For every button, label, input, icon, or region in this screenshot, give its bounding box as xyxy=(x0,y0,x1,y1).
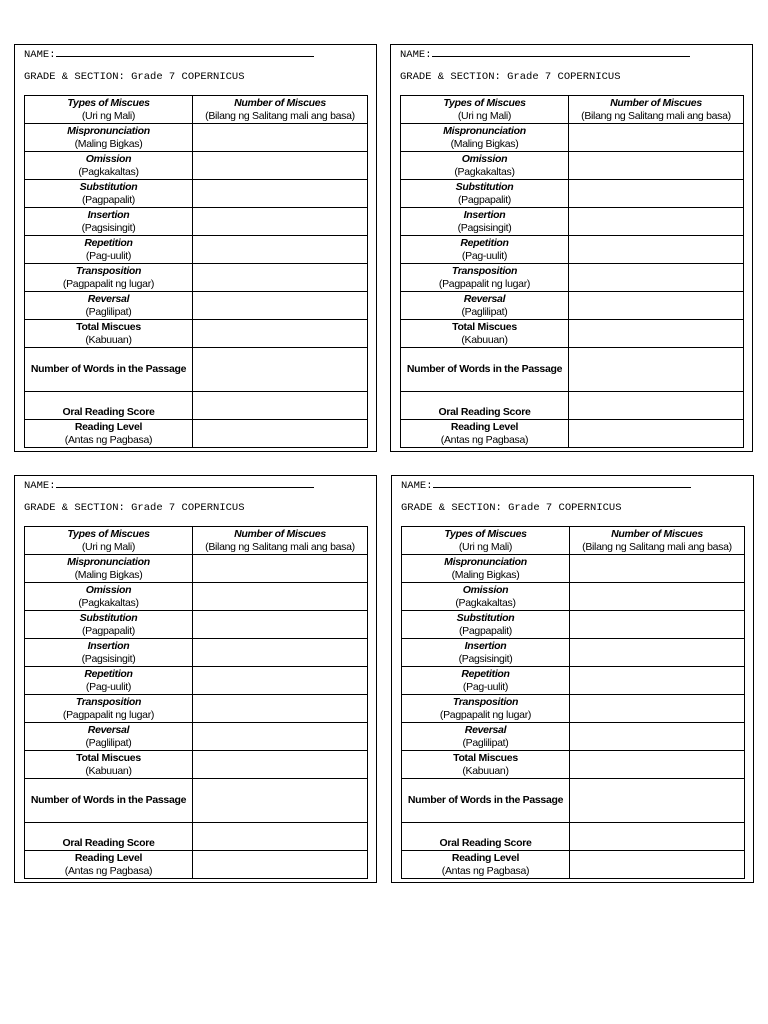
miscue-count-cell[interactable] xyxy=(569,236,744,264)
reading-level-sublabel: (Antas ng Pagbasa) xyxy=(64,433,153,446)
miscue-type-sublabel: (Paglilipat) xyxy=(461,305,508,318)
table-header-row xyxy=(401,96,744,124)
miscue-type-cell xyxy=(402,583,570,611)
miscue-type-sublabel: (Pagsisingit) xyxy=(81,652,136,665)
miscue-type-label: Insertion xyxy=(87,639,130,652)
header-type-cell xyxy=(25,527,193,555)
miscue-type-label: Insertion xyxy=(463,208,506,221)
miscue-type-cell xyxy=(25,264,193,292)
reading-level-label-cell xyxy=(402,851,570,879)
miscue-table xyxy=(24,95,368,448)
grade-section-line: GRADE & SECTION: Grade 7 COPERNICUS xyxy=(401,502,622,514)
miscue-type-cell xyxy=(25,639,193,667)
words-row xyxy=(25,348,368,392)
miscue-type-label: Transposition xyxy=(75,695,142,708)
miscue-type-sublabel: (Maling Bigkas) xyxy=(74,137,143,150)
miscue-count-cell[interactable] xyxy=(570,611,745,639)
miscue-count-cell[interactable] xyxy=(193,695,368,723)
miscue-count-cell[interactable] xyxy=(570,667,745,695)
miscue-type-label: Mispronunciation xyxy=(67,124,150,137)
header-count-cell xyxy=(193,96,368,124)
words-value-cell[interactable] xyxy=(193,348,368,392)
miscue-table xyxy=(401,526,745,879)
words-label: Number of Words in the Passage xyxy=(407,794,564,806)
table-header-row xyxy=(25,96,368,124)
name-label: NAME: xyxy=(400,49,432,61)
miscue-type-cell xyxy=(401,180,569,208)
reading-level-label-cell xyxy=(25,851,193,879)
miscue-type-sublabel: (Pagsisingit) xyxy=(458,652,513,665)
oral-score-label-cell xyxy=(402,823,570,851)
miscue-type-sublabel: (Paglilipat) xyxy=(85,305,132,318)
miscue-count-cell[interactable] xyxy=(193,611,368,639)
miscue-type-cell xyxy=(25,583,193,611)
miscue-type-sublabel: (Pag-uulit) xyxy=(85,680,132,693)
miscue-type-sublabel: (Paglilipat) xyxy=(85,736,132,749)
miscue-card xyxy=(14,44,377,452)
miscue-type-label: Omission xyxy=(461,152,508,165)
miscue-type-label: Reversal xyxy=(87,723,130,736)
miscue-count-cell[interactable] xyxy=(569,152,744,180)
miscue-count-cell[interactable] xyxy=(193,208,368,236)
miscue-type-label: Insertion xyxy=(87,208,130,221)
reading-level-label-cell xyxy=(401,420,569,448)
words-label-cell xyxy=(401,348,569,392)
miscue-row xyxy=(402,583,745,611)
miscue-count-cell[interactable] xyxy=(570,583,745,611)
miscue-type-label: Omission xyxy=(85,583,132,596)
miscue-count-cell[interactable] xyxy=(569,208,744,236)
miscue-type-sublabel: (Pagpapalit) xyxy=(458,624,513,637)
miscue-count-cell[interactable] xyxy=(193,152,368,180)
miscue-type-cell xyxy=(401,208,569,236)
miscue-type-cell xyxy=(402,667,570,695)
miscue-row xyxy=(25,124,368,152)
header-type-label: Types of Miscues xyxy=(67,527,150,540)
header-count-cell xyxy=(570,527,745,555)
miscue-type-sublabel: (Pag-uulit) xyxy=(462,680,509,693)
miscue-row xyxy=(401,264,744,292)
miscue-type-label: Repetition xyxy=(84,667,133,680)
name-blank-field[interactable] xyxy=(56,479,314,488)
header-count-label: Number of Miscues xyxy=(234,527,326,540)
table-header-row xyxy=(402,527,745,555)
reading-level-row xyxy=(401,420,744,448)
miscue-type-cell xyxy=(401,152,569,180)
miscue-type-cell xyxy=(401,124,569,152)
name-blank-field[interactable] xyxy=(433,479,691,488)
words-label-cell xyxy=(402,779,570,823)
oral-score-label: Oral Reading Score xyxy=(62,837,155,849)
oral-score-value-cell[interactable] xyxy=(193,823,368,851)
miscue-type-sublabel: (Pagpapalit ng lugar) xyxy=(62,708,155,721)
header-type-cell xyxy=(402,527,570,555)
miscue-row xyxy=(25,236,368,264)
miscue-row xyxy=(401,180,744,208)
total-sublabel: (Kabuuan) xyxy=(85,764,132,777)
header-type-sublabel: (Uri ng Mali) xyxy=(81,109,136,122)
miscue-row xyxy=(401,236,744,264)
header-count-label: Number of Miscues xyxy=(234,96,326,109)
miscue-type-cell xyxy=(402,723,570,751)
miscue-type-cell xyxy=(25,124,193,152)
miscue-type-label: Substitution xyxy=(79,180,138,193)
oral-score-label-cell xyxy=(25,823,193,851)
name-line xyxy=(401,479,691,492)
miscue-type-sublabel: (Pagpapalit) xyxy=(457,193,512,206)
miscue-row xyxy=(25,639,368,667)
miscue-type-cell xyxy=(25,292,193,320)
total-label-cell xyxy=(25,320,193,348)
total-label-cell xyxy=(402,751,570,779)
reading-level-sublabel: (Antas ng Pagbasa) xyxy=(64,864,153,877)
total-label-cell xyxy=(25,751,193,779)
header-count-cell xyxy=(193,527,368,555)
miscue-type-label: Mispronunciation xyxy=(67,555,150,568)
total-label-cell xyxy=(401,320,569,348)
words-row xyxy=(402,779,745,823)
name-label: NAME: xyxy=(24,480,56,492)
words-label-cell xyxy=(25,779,193,823)
miscue-type-label: Reversal xyxy=(464,723,507,736)
header-count-sublabel: (Bilang ng Salitang mali ang basa) xyxy=(582,540,732,553)
total-value-cell[interactable] xyxy=(193,751,368,779)
header-type-sublabel: (Uri ng Mali) xyxy=(458,540,513,553)
miscue-type-label: Transposition xyxy=(452,695,519,708)
miscue-type-sublabel: (Pagkakaltas) xyxy=(455,596,516,609)
reading-level-sublabel: (Antas ng Pagbasa) xyxy=(440,433,529,446)
miscue-type-cell xyxy=(25,208,193,236)
miscue-type-label: Substitution xyxy=(455,180,514,193)
miscue-type-cell xyxy=(402,695,570,723)
header-type-label: Types of Miscues xyxy=(443,96,526,109)
miscue-count-cell[interactable] xyxy=(193,292,368,320)
name-line xyxy=(400,48,690,61)
miscue-row xyxy=(25,723,368,751)
miscue-type-sublabel: (Pag-uulit) xyxy=(461,249,508,262)
total-row xyxy=(402,751,745,779)
miscue-type-sublabel: (Pagpapalit ng lugar) xyxy=(438,277,531,290)
oral-score-row xyxy=(402,823,745,851)
miscue-type-cell xyxy=(401,264,569,292)
miscue-type-label: Repetition xyxy=(84,236,133,249)
oral-score-value-cell[interactable] xyxy=(569,392,744,420)
oral-score-label: Oral Reading Score xyxy=(62,406,155,418)
miscue-type-sublabel: (Pagpapalit) xyxy=(81,193,136,206)
header-count-cell xyxy=(569,96,744,124)
miscue-type-label: Omission xyxy=(462,583,509,596)
header-count-sublabel: (Bilang ng Salitang mali ang basa) xyxy=(581,109,731,122)
total-value-cell[interactable] xyxy=(570,751,745,779)
total-sublabel: (Kabuuan) xyxy=(461,333,508,346)
words-row xyxy=(25,779,368,823)
miscue-count-cell[interactable] xyxy=(193,236,368,264)
miscue-row xyxy=(401,292,744,320)
total-row xyxy=(25,751,368,779)
miscue-row xyxy=(402,695,745,723)
miscue-row xyxy=(25,583,368,611)
miscue-type-cell xyxy=(25,723,193,751)
words-label: Number of Words in the Passage xyxy=(406,363,563,375)
miscue-type-cell xyxy=(25,695,193,723)
header-count-sublabel: (Bilang ng Salitang mali ang basa) xyxy=(205,109,355,122)
words-label: Number of Words in the Passage xyxy=(30,794,187,806)
total-sublabel: (Kabuuan) xyxy=(85,333,132,346)
header-type-cell xyxy=(401,96,569,124)
reading-level-value-cell[interactable] xyxy=(570,851,745,879)
miscue-type-sublabel: (Maling Bigkas) xyxy=(74,568,143,581)
header-count-sublabel: (Bilang ng Salitang mali ang basa) xyxy=(205,540,355,553)
miscue-count-cell[interactable] xyxy=(193,583,368,611)
miscue-type-sublabel: (Pagpapalit) xyxy=(81,624,136,637)
name-line xyxy=(24,48,314,61)
words-value-cell[interactable] xyxy=(193,779,368,823)
miscue-row xyxy=(25,555,368,583)
oral-score-row xyxy=(25,392,368,420)
total-row xyxy=(401,320,744,348)
total-label: Total Miscues xyxy=(76,320,141,333)
words-value-cell[interactable] xyxy=(570,779,745,823)
miscue-type-sublabel: (Pagpapalit ng lugar) xyxy=(62,277,155,290)
miscue-type-label: Transposition xyxy=(75,264,142,277)
reading-level-label: Reading Level xyxy=(450,420,519,433)
miscue-row xyxy=(401,124,744,152)
words-label-cell xyxy=(25,348,193,392)
reading-level-value-cell[interactable] xyxy=(193,851,368,879)
miscue-type-label: Reversal xyxy=(87,292,130,305)
oral-score-value-cell[interactable] xyxy=(570,823,745,851)
miscue-count-cell[interactable] xyxy=(569,264,744,292)
total-label: Total Miscues xyxy=(452,320,517,333)
miscue-row xyxy=(401,208,744,236)
oral-score-value-cell[interactable] xyxy=(193,392,368,420)
name-blank-field[interactable] xyxy=(56,48,314,57)
miscue-row xyxy=(402,639,745,667)
grade-section-line: GRADE & SECTION: Grade 7 COPERNICUS xyxy=(400,71,621,83)
words-row xyxy=(401,348,744,392)
miscue-card xyxy=(390,44,753,452)
miscue-row xyxy=(25,152,368,180)
total-label: Total Miscues xyxy=(453,751,518,764)
miscue-count-cell[interactable] xyxy=(193,639,368,667)
oral-score-row xyxy=(401,392,744,420)
miscue-type-label: Insertion xyxy=(464,639,507,652)
miscue-count-cell[interactable] xyxy=(569,180,744,208)
miscue-count-cell[interactable] xyxy=(570,695,745,723)
header-type-label: Types of Miscues xyxy=(67,96,150,109)
miscue-card xyxy=(14,475,377,883)
header-type-cell xyxy=(25,96,193,124)
grade-section-line: GRADE & SECTION: Grade 7 COPERNICUS xyxy=(24,502,245,514)
total-value-cell[interactable] xyxy=(193,320,368,348)
miscue-type-cell xyxy=(25,152,193,180)
words-label: Number of Words in the Passage xyxy=(30,363,187,375)
reading-level-label: Reading Level xyxy=(74,851,143,864)
miscue-type-label: Repetition xyxy=(460,236,509,249)
reading-level-value-cell[interactable] xyxy=(193,420,368,448)
miscue-type-cell xyxy=(401,292,569,320)
miscue-count-cell[interactable] xyxy=(569,292,744,320)
miscue-type-label: Mispronunciation xyxy=(444,555,527,568)
miscue-count-cell[interactable] xyxy=(569,124,744,152)
miscue-type-sublabel: (Maling Bigkas) xyxy=(451,568,520,581)
oral-score-row xyxy=(25,823,368,851)
total-value-cell[interactable] xyxy=(569,320,744,348)
miscue-type-label: Transposition xyxy=(451,264,518,277)
miscue-type-cell xyxy=(25,611,193,639)
miscue-count-cell[interactable] xyxy=(570,555,745,583)
miscue-type-sublabel: (Pagsisingit) xyxy=(81,221,136,234)
miscue-type-label: Repetition xyxy=(461,667,510,680)
reading-level-label: Reading Level xyxy=(74,420,143,433)
miscue-type-sublabel: (Paglilipat) xyxy=(462,736,509,749)
miscue-row xyxy=(25,264,368,292)
total-sublabel: (Kabuuan) xyxy=(462,764,509,777)
miscue-count-cell[interactable] xyxy=(193,667,368,695)
miscue-type-sublabel: (Maling Bigkas) xyxy=(450,137,519,150)
miscue-table xyxy=(24,526,368,879)
reading-level-row xyxy=(402,851,745,879)
reading-level-sublabel: (Antas ng Pagbasa) xyxy=(441,864,530,877)
miscue-count-cell[interactable] xyxy=(193,180,368,208)
name-line xyxy=(24,479,314,492)
reading-level-label: Reading Level xyxy=(451,851,520,864)
reading-level-label-cell xyxy=(25,420,193,448)
reading-level-row xyxy=(25,851,368,879)
miscue-type-sublabel: (Pagkakaltas) xyxy=(78,165,139,178)
miscue-type-sublabel: (Pagsisingit) xyxy=(457,221,512,234)
miscue-type-label: Mispronunciation xyxy=(443,124,526,137)
miscue-row xyxy=(25,695,368,723)
miscue-type-cell xyxy=(25,555,193,583)
miscue-type-cell xyxy=(25,180,193,208)
miscue-type-cell xyxy=(25,667,193,695)
miscue-count-cell[interactable] xyxy=(193,555,368,583)
miscue-card xyxy=(391,475,754,883)
miscue-row xyxy=(25,611,368,639)
oral-score-label: Oral Reading Score xyxy=(438,406,531,418)
header-type-sublabel: (Uri ng Mali) xyxy=(457,109,512,122)
miscue-row xyxy=(25,208,368,236)
header-count-label: Number of Miscues xyxy=(610,96,702,109)
miscue-count-cell[interactable] xyxy=(193,124,368,152)
miscue-type-cell xyxy=(25,236,193,264)
grade-section-line: GRADE & SECTION: Grade 7 COPERNICUS xyxy=(24,71,245,83)
oral-score-label: Oral Reading Score xyxy=(439,837,532,849)
header-type-sublabel: (Uri ng Mali) xyxy=(81,540,136,553)
miscue-type-sublabel: (Pagpapalit ng lugar) xyxy=(439,708,532,721)
miscue-count-cell[interactable] xyxy=(193,264,368,292)
miscue-table xyxy=(400,95,744,448)
miscue-row xyxy=(25,667,368,695)
miscue-row xyxy=(402,611,745,639)
miscue-count-cell[interactable] xyxy=(193,723,368,751)
header-type-label: Types of Miscues xyxy=(444,527,527,540)
miscue-row xyxy=(402,667,745,695)
miscue-row xyxy=(402,555,745,583)
header-count-label: Number of Miscues xyxy=(611,527,703,540)
miscue-type-label: Reversal xyxy=(463,292,506,305)
miscue-type-sublabel: (Pagkakaltas) xyxy=(454,165,515,178)
miscue-row xyxy=(402,723,745,751)
words-value-cell[interactable] xyxy=(569,348,744,392)
miscue-type-cell xyxy=(402,555,570,583)
name-label: NAME: xyxy=(401,480,433,492)
total-row xyxy=(25,320,368,348)
miscue-type-label: Substitution xyxy=(79,611,138,624)
miscue-type-sublabel: (Pag-uulit) xyxy=(85,249,132,262)
reading-level-value-cell[interactable] xyxy=(569,420,744,448)
miscue-row xyxy=(25,180,368,208)
miscue-type-cell xyxy=(402,611,570,639)
reading-level-row xyxy=(25,420,368,448)
table-header-row xyxy=(25,527,368,555)
miscue-type-label: Substitution xyxy=(456,611,515,624)
total-label: Total Miscues xyxy=(76,751,141,764)
name-blank-field[interactable] xyxy=(432,48,690,57)
miscue-row xyxy=(401,152,744,180)
oral-score-label-cell xyxy=(25,392,193,420)
miscue-type-cell xyxy=(402,639,570,667)
miscue-count-cell[interactable] xyxy=(570,639,745,667)
miscue-type-sublabel: (Pagkakaltas) xyxy=(78,596,139,609)
miscue-row xyxy=(25,292,368,320)
miscue-type-label: Omission xyxy=(85,152,132,165)
name-label: NAME: xyxy=(24,49,56,61)
miscue-type-cell xyxy=(401,236,569,264)
miscue-count-cell[interactable] xyxy=(570,723,745,751)
oral-score-label-cell xyxy=(401,392,569,420)
